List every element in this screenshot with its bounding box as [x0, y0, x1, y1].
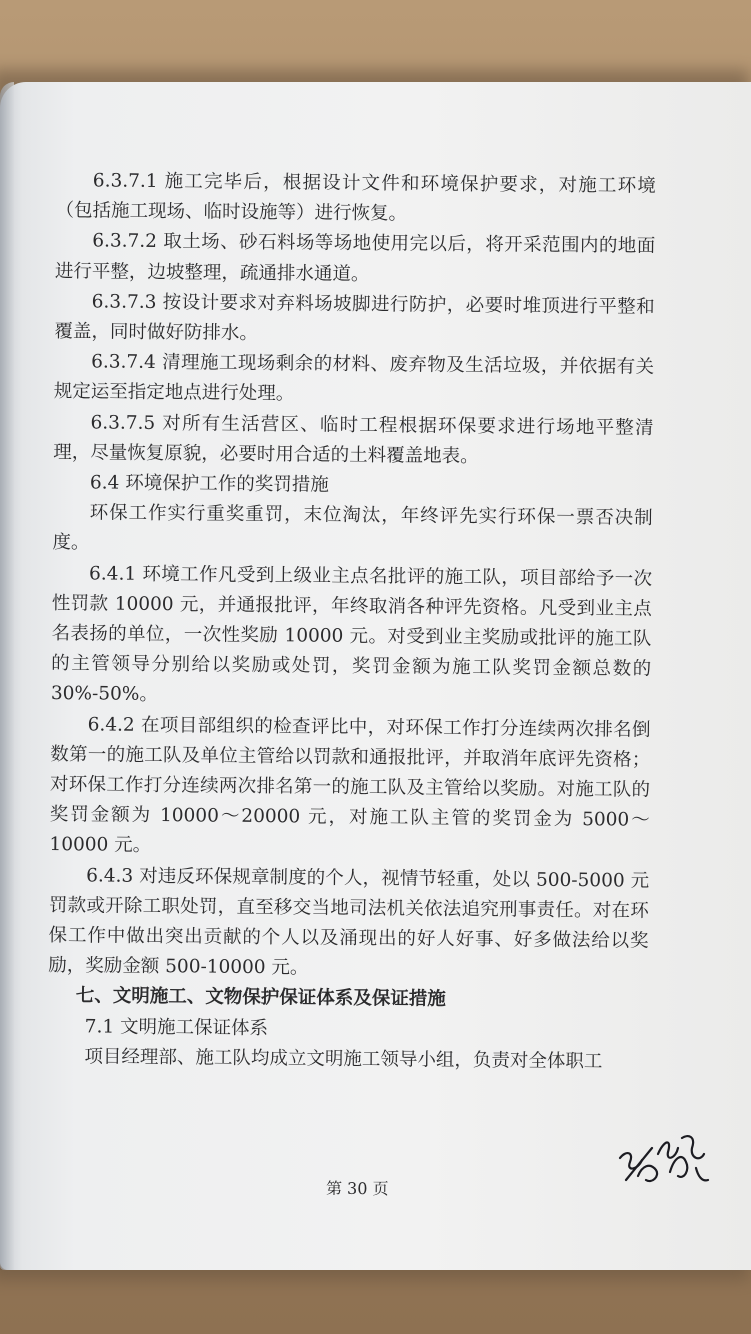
paragraph-6-3-7-3: 6.3.7.3 按设计要求对弃料场坡脚进行防护，必要时堆顶进行平整和覆盖，同时做好防排水。: [54, 291, 655, 344]
handwritten-signature: [612, 1118, 712, 1198]
heading-6-4: 6.4 环境保护工作的奖罚措施: [89, 472, 329, 496]
page-number: 第 30 页: [325, 1178, 389, 1199]
paragraph-6-3-7-5: 6.3.7.5 对所有生活营区、临时工程根据环保要求进行场地平整清理，尽量恢复原貌，必要时用合适的土料覆盖地表。: [53, 411, 654, 467]
paragraph-6-3-7-2: 6.3.7.2 取土场、砂石料场等场地使用完以后，将开采范围内的地面进行平整，边坡整理，疏通排水通道。: [54, 230, 656, 285]
paragraph-6-4-1: 6.4.1 环境工作凡受到上级业主点名批评的施工队，项目部给予一次性罚款 10000 元，并通报批评，年终取消各种评先资格。凡受到业主点名表扬的单位，一次性奖励 10000 元。对受到业主奖励或批评的施工队的主管领导分别给以奖励或处罚，奖罚金额为施工队奖罚金额总数的 30%-50%。: [50, 562, 653, 706]
sub-heading-7-1: 7.1 文明施工保证体系: [84, 1016, 269, 1039]
section-heading-7: 七、文明施工、文物保护保证体系及保证措施: [75, 985, 446, 1011]
page-binding-edge: [0, 82, 14, 1270]
document-body: [47, 166, 656, 1078]
paragraph-6-4-intro: 环保工作实行重奖重罚，末位淘汰，年终评先实行环保一票否决制度。: [52, 502, 653, 554]
paragraph-6-4-2: 6.4.2 在项目部组织的检查评比中，对环保工作打分连续两次排名倒数第一的施工队及单位主管给以罚款和通报批评，并取消年底评先资格；对环保工作打分连续两次排名第一的施工队及主管给以奖励。对施工队的奖罚金额为 10000～20000 元，对施工队主管的奖罚金为 5000～10000 元。: [49, 713, 651, 857]
paragraph-6-3-7-1: 6.3.7.1 施工完毕后，根据设计文件和环境保护要求，对施工环境（包括施工现场、临时设施等）进行恢复。: [55, 170, 656, 225]
paragraph-6-3-7-4: 6.3.7.4 清理施工现场剩余的材料、废弃物及生活垃圾，并依据有关规定运至指定地点进行处理。: [53, 351, 655, 405]
paragraph-6-4-3: 6.4.3 对违反环保规章制度的个人，视情节轻重，处以 500-5000 元罚款或开除工职处罚，直至移交当地司法机关依法追究刑事责任。对在环保工作中做出突出贡献的个人以及涌现出的好人好事、好多做法给以奖励，奖励金额 500-10000 元。: [48, 864, 650, 979]
paragraph-7-1: 项目经理部、施工队均成立文明施工领导小组，负责对全体职工: [84, 1046, 603, 1073]
